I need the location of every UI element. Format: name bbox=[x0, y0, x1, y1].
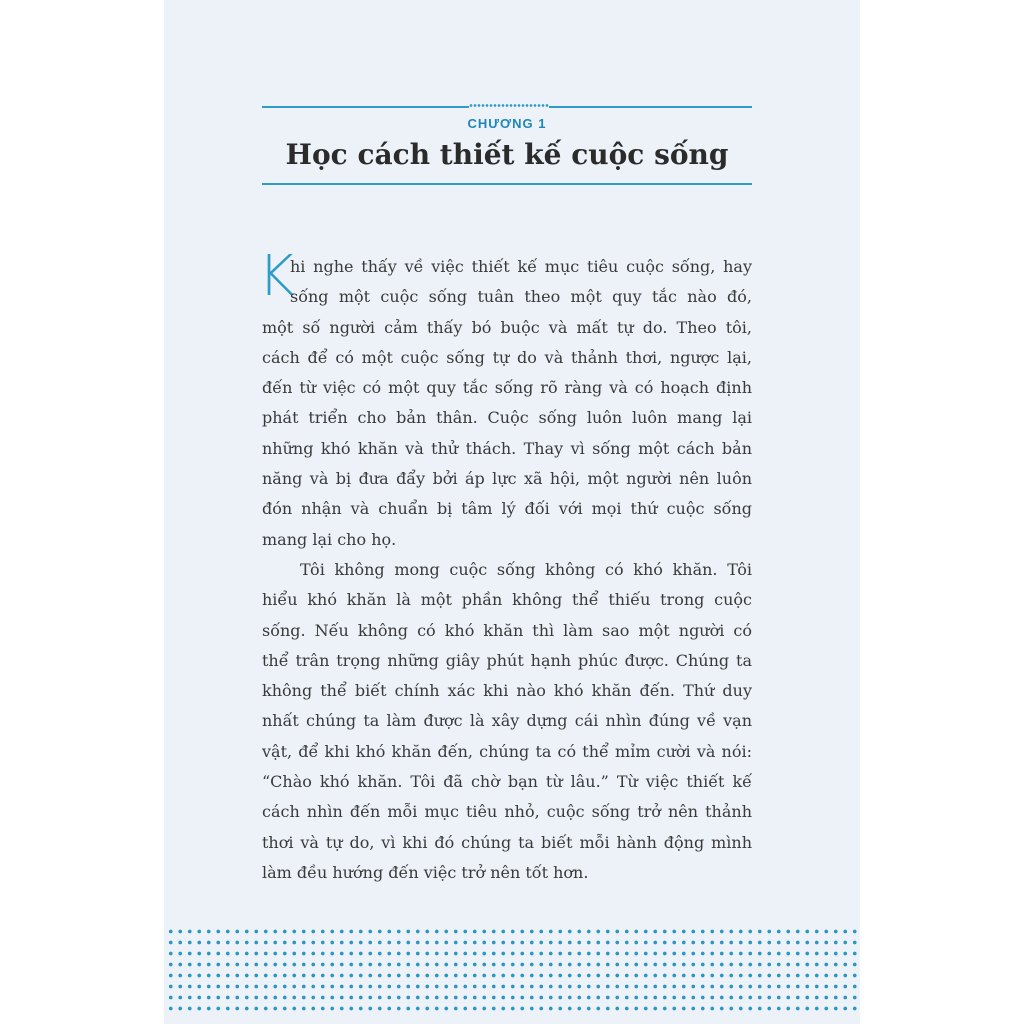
chapter-bottom-rule bbox=[262, 183, 752, 185]
text-line: thơi và tự do, vì khi đó chúng ta biết mỗi hành động mình bbox=[262, 832, 752, 852]
text-line: cách nhìn đến mỗi mục tiêu nhỏ, cuộc sống trở nên thảnh bbox=[262, 802, 752, 822]
text-line: “Chào khó khăn. Tôi đã chờ bạn từ lâu.” Từ việc thiết kế bbox=[262, 772, 752, 792]
text-line: mang lại cho họ. bbox=[262, 529, 397, 549]
drop-cap: K bbox=[258, 244, 295, 309]
text-line: cách để có một cuộc sống tự do và thảnh thơi, ngược lại, bbox=[262, 347, 752, 367]
text-line: sống. Nếu không có khó khăn thì làm sao một người có bbox=[262, 620, 752, 640]
text-line: một số người cảm thấy bó buộc và mất tự do. Theo tôi, bbox=[262, 317, 752, 337]
text-line: những khó khăn và thử thách. Thay vì sống một cách bản bbox=[262, 438, 752, 458]
text-line: đón nhận và chuẩn bị tâm lý đối với mọi thứ cuộc sống bbox=[262, 499, 752, 519]
text-line: Tôi không mong cuộc sống không có khó khăn. Tôi bbox=[300, 559, 752, 579]
text-line: đến từ việc có một quy tắc sống rõ ràng và có hoạch định bbox=[262, 378, 752, 398]
text-line: làm đều hướng đến việc trở nên tốt hơn. bbox=[262, 862, 589, 882]
chapter-dot-ornament bbox=[469, 103, 549, 108]
text-line: phát triển cho bản thân. Cuộc sống luôn luôn mang lại bbox=[262, 408, 752, 428]
text-line: hi nghe thấy về việc thiết kế mục tiêu cuộc sống, hay bbox=[290, 257, 752, 276]
text-line: nhất chúng ta làm được là xây dựng cái nhìn đúng về vạn bbox=[262, 711, 752, 731]
body-text bbox=[262, 252, 752, 888]
dotted-pattern-footer bbox=[164, 926, 860, 1016]
book-page bbox=[164, 0, 860, 1024]
text-line: thể trân trọng những giây phút hạnh phúc được. Chúng ta bbox=[262, 650, 752, 670]
text-line: năng và bị đưa đẩy bởi áp lực xã hội, một người nên luôn bbox=[262, 469, 752, 489]
text-line: không thể biết chính xác khi nào khó khăn đến. Thứ duy bbox=[262, 681, 752, 701]
text-line: hiểu khó khăn là một phần không thể thiếu trong cuộc bbox=[262, 590, 752, 610]
text-line: vật, để khi khó khăn đến, chúng ta có thể mỉm cười và nói: bbox=[262, 741, 752, 761]
chapter-label: CHƯƠNG 1 bbox=[467, 116, 547, 131]
chapter-title: Học cách thiết kế cuộc sống bbox=[285, 138, 729, 171]
text-line: sống một cuộc sống tuân theo một quy tắc nào đó, bbox=[290, 287, 752, 307]
